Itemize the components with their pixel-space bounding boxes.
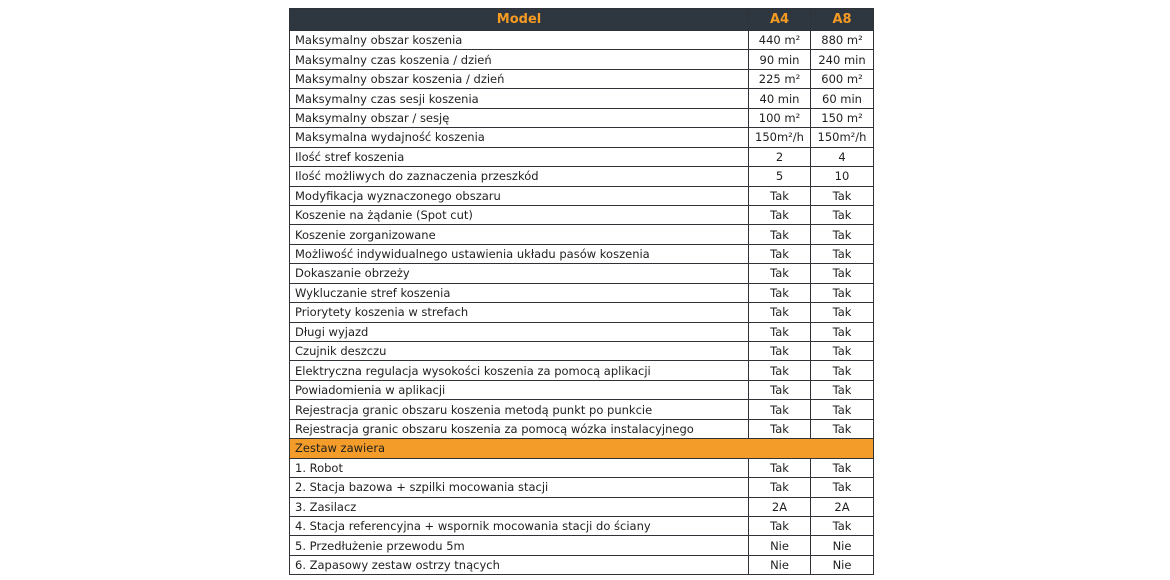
a8-value-cell: Tak	[811, 264, 874, 283]
a8-value-cell: Tak	[811, 205, 874, 224]
feature-cell: Koszenie zorganizowane	[290, 225, 749, 244]
a4-value-cell: Tak	[749, 516, 811, 535]
a8-value-cell: Tak	[811, 186, 874, 205]
header-a4: A4	[749, 9, 811, 31]
a4-value-cell: 90 min	[749, 50, 811, 69]
feature-cell: Maksymalny obszar koszenia	[290, 31, 749, 50]
table-row	[290, 283, 874, 302]
a4-value-cell: 2	[749, 147, 811, 166]
a8-value-cell: 2A	[811, 497, 874, 516]
a4-value-cell: Tak	[749, 361, 811, 380]
table-row	[290, 225, 874, 244]
table-row	[290, 244, 874, 263]
table-row	[290, 419, 874, 438]
a8-value-cell: Tak	[811, 303, 874, 322]
feature-cell: Dokaszanie obrzeży	[290, 264, 749, 283]
a8-value-cell: 4	[811, 147, 874, 166]
a4-value-cell: Tak	[749, 322, 811, 341]
a8-value-cell: Tak	[811, 283, 874, 302]
a4-value-cell: 2A	[749, 497, 811, 516]
feature-cell: 2. Stacja bazowa + szpilki mocowania stacji	[290, 478, 749, 497]
a4-value-cell: 225 m²	[749, 69, 811, 88]
table-row	[290, 322, 874, 341]
a8-value-cell: 10	[811, 167, 874, 186]
table-row	[290, 147, 874, 166]
feature-cell: Długi wyjazd	[290, 322, 749, 341]
feature-cell: Maksymalny obszar koszenia / dzień	[290, 69, 749, 88]
a4-value-cell: Nie	[749, 536, 811, 555]
table-row	[290, 303, 874, 322]
feature-cell: Rejestracja granic obszaru koszenia metodą punkt po punkcie	[290, 400, 749, 419]
a8-value-cell: Tak	[811, 478, 874, 497]
spec-comparison-table	[289, 8, 874, 575]
a4-value-cell: Tak	[749, 303, 811, 322]
a8-value-cell: Tak	[811, 225, 874, 244]
feature-cell: Rejestracja granic obszaru koszenia za pomocą wózka instalacyjnego	[290, 419, 749, 438]
a8-value-cell: Nie	[811, 555, 874, 574]
a8-value-cell: 600 m²	[811, 69, 874, 88]
table-row	[290, 31, 874, 50]
a8-value-cell: Nie	[811, 536, 874, 555]
feature-cell: Maksymalny czas koszenia / dzień	[290, 50, 749, 69]
feature-cell: Maksymalny obszar / sesję	[290, 108, 749, 127]
a8-value-cell: 240 min	[811, 50, 874, 69]
a4-value-cell: Tak	[749, 225, 811, 244]
a4-value-cell: 100 m²	[749, 108, 811, 127]
table-row	[290, 380, 874, 399]
feature-cell: 1. Robot	[290, 458, 749, 477]
section-label: Zestaw zawiera	[290, 439, 874, 458]
a8-value-cell: Tak	[811, 458, 874, 477]
feature-cell: Powiadomienia w aplikacji	[290, 380, 749, 399]
a4-value-cell: Tak	[749, 244, 811, 263]
a4-value-cell: Tak	[749, 400, 811, 419]
a4-value-cell: Tak	[749, 419, 811, 438]
table-row	[290, 536, 874, 555]
feature-cell: 5. Przedłużenie przewodu 5m	[290, 536, 749, 555]
feature-cell: Priorytety koszenia w strefach	[290, 303, 749, 322]
a8-value-cell: Tak	[811, 516, 874, 535]
a4-value-cell: Tak	[749, 342, 811, 361]
feature-cell: Możliwość indywidualnego ustawienia układu pasów koszenia	[290, 244, 749, 263]
feature-cell: Elektryczna regulacja wysokości koszenia za pomocą aplikacji	[290, 361, 749, 380]
table-row	[290, 186, 874, 205]
a8-value-cell: 150 m²	[811, 108, 874, 127]
table-body	[290, 31, 874, 575]
table-row	[290, 516, 874, 535]
section-row-kit	[290, 439, 874, 458]
table-row	[290, 108, 874, 127]
table-row	[290, 167, 874, 186]
a4-value-cell: Nie	[749, 555, 811, 574]
header-a8: A8	[811, 9, 874, 31]
a4-value-cell: Tak	[749, 458, 811, 477]
feature-cell: Maksymalny czas sesji koszenia	[290, 89, 749, 108]
a4-value-cell: 150m²/h	[749, 128, 811, 147]
a8-value-cell: 60 min	[811, 89, 874, 108]
feature-cell: 3. Zasilacz	[290, 497, 749, 516]
table-row	[290, 478, 874, 497]
feature-cell: Maksymalna wydajność koszenia	[290, 128, 749, 147]
table-row	[290, 128, 874, 147]
table-row	[290, 50, 874, 69]
table-row	[290, 264, 874, 283]
feature-cell: Koszenie na żądanie (Spot cut)	[290, 205, 749, 224]
a8-value-cell: Tak	[811, 380, 874, 399]
table-row	[290, 342, 874, 361]
feature-cell: Ilość stref koszenia	[290, 147, 749, 166]
table-row	[290, 555, 874, 574]
a4-value-cell: Tak	[749, 380, 811, 399]
table-row	[290, 89, 874, 108]
a4-value-cell: Tak	[749, 264, 811, 283]
table-row	[290, 400, 874, 419]
a4-value-cell: Tak	[749, 283, 811, 302]
table-row	[290, 69, 874, 88]
feature-cell: Czujnik deszczu	[290, 342, 749, 361]
a8-value-cell: Tak	[811, 419, 874, 438]
table-row	[290, 497, 874, 516]
a8-value-cell: Tak	[811, 361, 874, 380]
table-row	[290, 205, 874, 224]
feature-cell: 6. Zapasowy zestaw ostrzy tnących	[290, 555, 749, 574]
a4-value-cell: Tak	[749, 186, 811, 205]
a8-value-cell: 880 m²	[811, 31, 874, 50]
a8-value-cell: Tak	[811, 400, 874, 419]
table-row	[290, 458, 874, 477]
a8-value-cell: 150m²/h	[811, 128, 874, 147]
a8-value-cell: Tak	[811, 342, 874, 361]
a4-value-cell: Tak	[749, 478, 811, 497]
feature-cell: Ilość możliwych do zaznaczenia przeszkód	[290, 167, 749, 186]
a8-value-cell: Tak	[811, 244, 874, 263]
table-header-row	[290, 9, 874, 31]
feature-cell: 4. Stacja referencyjna + wspornik mocowania stacji do ściany	[290, 516, 749, 535]
a4-value-cell: Tak	[749, 205, 811, 224]
a4-value-cell: 5	[749, 167, 811, 186]
a4-value-cell: 440 m²	[749, 31, 811, 50]
table-row	[290, 361, 874, 380]
feature-cell: Wykluczanie stref koszenia	[290, 283, 749, 302]
header-model: Model	[290, 9, 749, 31]
a8-value-cell: Tak	[811, 322, 874, 341]
a4-value-cell: 40 min	[749, 89, 811, 108]
feature-cell: Modyfikacja wyznaczonego obszaru	[290, 186, 749, 205]
